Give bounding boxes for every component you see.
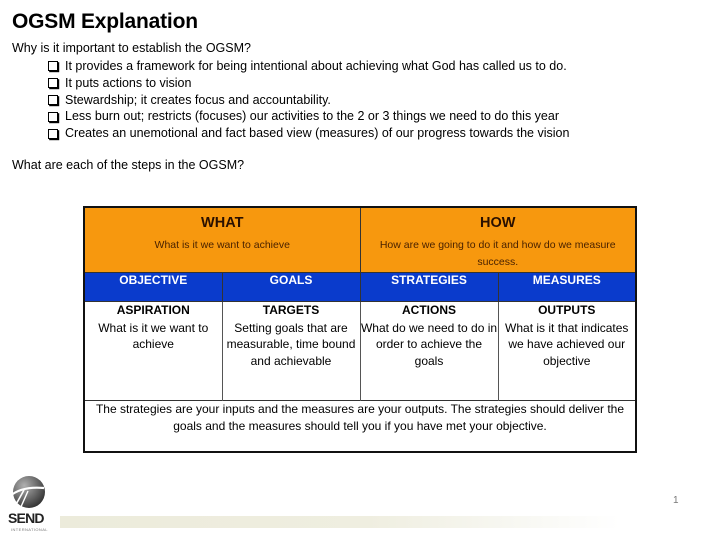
reasons-list bbox=[48, 58, 569, 142]
checkbox-icon bbox=[48, 129, 58, 139]
cell-heading: ASPIRATION bbox=[116, 303, 190, 317]
intro-question: Why is it important to establish the OGSM? bbox=[12, 41, 251, 55]
table-row bbox=[84, 302, 636, 401]
footer-note: The strategies are your inputs and the measures are your outputs. The strategies should deliver the goals and the measures should tell you if you have met your objective. bbox=[84, 401, 636, 453]
how-subtitle: How are we going to do it and how do we measure success. bbox=[379, 239, 616, 268]
logo-wordmark: SEND bbox=[8, 510, 44, 526]
ogsm-table bbox=[83, 206, 637, 453]
bullet-text: It provides a framework for being intentional about achieving what God has called us to do. bbox=[65, 59, 567, 73]
cell-text: What is it we want to achieve bbox=[98, 320, 209, 351]
column-header-strategies: STRATEGIES bbox=[360, 273, 498, 302]
steps-question: What are each of the steps in the OGSM? bbox=[12, 158, 245, 172]
list-item bbox=[48, 125, 569, 142]
cell-heading: ACTIONS bbox=[402, 303, 456, 317]
what-title: WHAT bbox=[201, 215, 244, 231]
cell-heading: TARGETS bbox=[262, 303, 320, 317]
column-header-row bbox=[84, 273, 636, 302]
bullet-text: Creates an unemotional and fact based view (measures) of our progress towards the vision bbox=[65, 126, 570, 141]
column-header-goals: GOALS bbox=[222, 273, 360, 302]
bullet-text: It puts actions to vision bbox=[65, 75, 192, 90]
slide-title: OGSM Explanation bbox=[12, 10, 198, 33]
checkbox-icon bbox=[48, 95, 58, 105]
cell-objective bbox=[84, 302, 222, 401]
checkbox-icon bbox=[48, 61, 58, 71]
what-subtitle: What is it we want to achieve bbox=[154, 239, 290, 251]
cell-goals bbox=[222, 302, 360, 401]
cell-strategies bbox=[360, 302, 498, 401]
what-how-header-row bbox=[84, 207, 636, 273]
cell-measures bbox=[498, 302, 636, 401]
table-footer-row bbox=[84, 401, 636, 453]
checkbox-icon bbox=[48, 78, 58, 88]
bullet-text: Less burn out; restricts (focuses) our activities to the 2 or 3 things we need to do this year bbox=[65, 109, 559, 124]
cell-text: Setting goals that are measurable, time bound and achievable bbox=[226, 320, 356, 368]
cell-text: What do we need to do in order to achieve the goals bbox=[360, 320, 498, 368]
how-title: HOW bbox=[480, 215, 516, 231]
bullet-text: Stewardship; it creates focus and accountability. bbox=[65, 92, 331, 107]
page-number: 1 bbox=[673, 495, 679, 506]
list-item bbox=[48, 108, 569, 125]
footer-bar bbox=[60, 516, 620, 528]
list-item bbox=[48, 58, 569, 75]
column-header-measures: MEASURES bbox=[498, 273, 636, 302]
list-item bbox=[48, 92, 569, 109]
checkbox-icon bbox=[48, 112, 58, 122]
cell-text: What is it that indicates we have achieved our objective bbox=[505, 320, 629, 368]
column-header-objective: OBJECTIVE bbox=[84, 273, 222, 302]
how-header bbox=[360, 207, 636, 273]
cell-heading: OUTPUTS bbox=[538, 303, 596, 317]
what-header bbox=[84, 207, 360, 273]
list-item bbox=[48, 75, 569, 92]
logo-subtext: INTERNATIONAL bbox=[11, 527, 48, 532]
